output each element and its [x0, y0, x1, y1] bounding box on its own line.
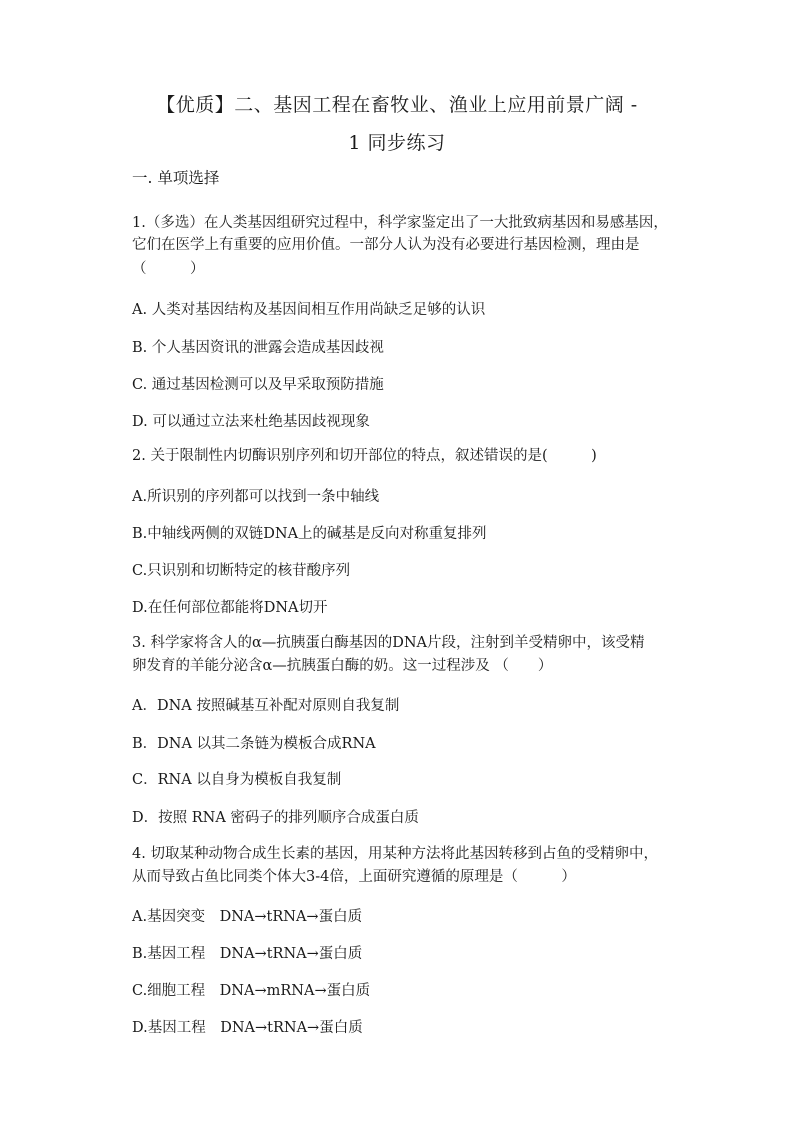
question-1-option-d: D. 可以通过立法来杜绝基因歧视现象: [132, 414, 370, 430]
title-line-2: 1 同步练习: [348, 132, 446, 154]
question-2-stem-line-1: 2. 关于限制性内切酶识别序列和切开部位的特点，叙述错误的是( ): [132, 448, 597, 464]
section-heading: 一. 单项选择: [132, 169, 220, 187]
question-2-option-b: B.中轴线两侧的双链DNA上的碱基是反向对称重复排列: [132, 526, 487, 542]
title-line-1: 【优质】二、基因工程在畜牧业、渔业上应用前景广阔 -: [156, 94, 638, 116]
question-3-option-d: D．按照 RNA 密码子的排列顺序合成蛋白质: [132, 810, 419, 826]
question-3-option-b: B．DNA 以其二条链为模板合成RNA: [132, 736, 376, 752]
question-1-option-b: B. 个人基因资讯的泄露会造成基因歧视: [132, 340, 384, 356]
question-4-option-c: C.细胞工程 DNA→mRNA→蛋白质: [132, 983, 371, 999]
question-3-option-a: A．DNA 按照碱基互补配对原则自我复制: [132, 698, 400, 714]
question-3-stem-line-1: 3. 科学家将含人的α—抗胰蛋白酶基因的DNA片段，注射到羊受精卵中，该受精: [132, 635, 645, 651]
question-1-option-a: A. 人类对基因结构及基因间相互作用尚缺乏足够的认识: [132, 302, 486, 318]
question-2-option-a: A.所识别的序列都可以找到一条中轴线: [132, 489, 380, 505]
question-4-option-b: B.基因工程 DNA→tRNA→蛋白质: [132, 946, 363, 962]
question-1-stem-line-2: 它们在医学上有重要的应用价值。一部分人认为没有必要进行基因检测，理由是: [132, 237, 640, 253]
document-title: [0, 86, 794, 162]
question-1-stem-line-1: 1.（多选）在人类基因组研究过程中，科学家鉴定出了一大批致病基因和易感基因，: [132, 215, 668, 231]
question-1-option-c: C. 通过基因检测可以及早采取预防措施: [132, 377, 384, 393]
question-4-stem-line-1: 4. 切取某种动物合成生长素的基因，用某种方法将此基因转移到占鱼的受精卵中，: [132, 846, 658, 862]
question-3-option-c: C．RNA 以自身为模板自我复制: [132, 772, 342, 788]
question-3-stem-line-2: 卵发育的羊能分泌含α—抗胰蛋白酶的奶。这一过程涉及 （ ）: [132, 658, 553, 674]
question-2-option-c: C.只识别和切断特定的核苷酸序列: [132, 563, 351, 579]
question-1-stem-line-3: （ ）: [132, 261, 205, 277]
question-4-option-d: D.基因工程 DNA→tRNA→蛋白质: [132, 1020, 363, 1036]
question-2-option-d: D.在任何部位都能将DNA切开: [132, 600, 328, 616]
question-4-stem-line-2: 从而导致占鱼比同类个体大3-4倍，上面研究遵循的原理是（ ）: [132, 869, 576, 885]
question-4-option-a: A.基因突变 DNA→tRNA→蛋白质: [132, 909, 363, 925]
